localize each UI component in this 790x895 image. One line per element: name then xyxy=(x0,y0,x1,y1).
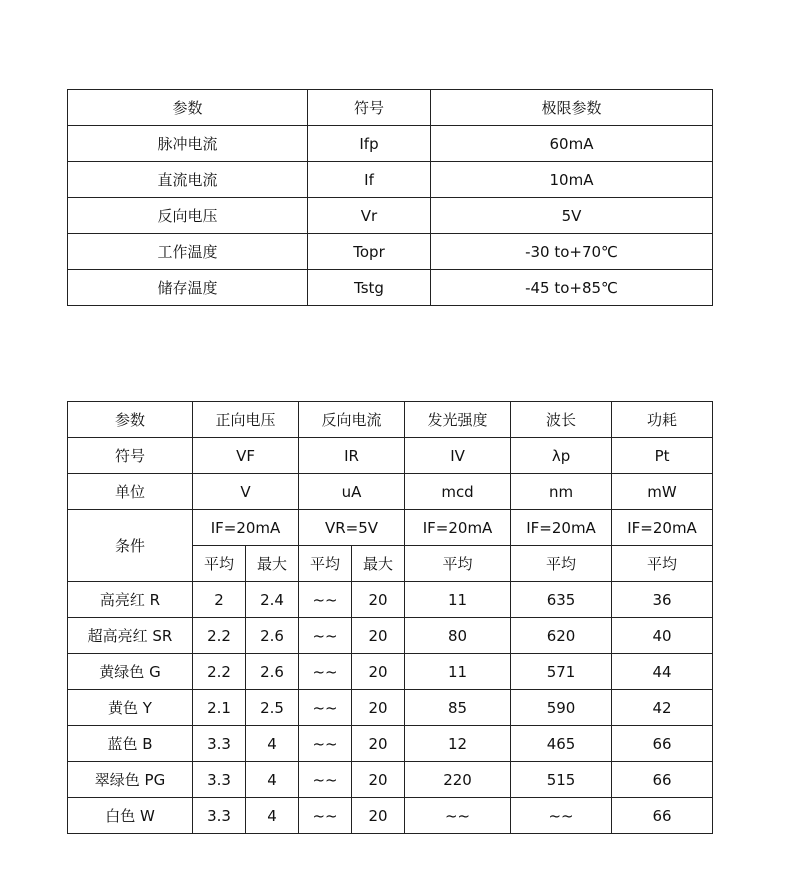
table-cell: 3.3 xyxy=(193,726,246,762)
table-cell: 20 xyxy=(352,618,405,654)
condition-cell: IF=20mA xyxy=(193,510,299,546)
symbol-cell: IV xyxy=(405,438,511,474)
table-row xyxy=(68,582,713,618)
table-cell: ~~ xyxy=(299,726,352,762)
table-cell: 11 xyxy=(405,654,511,690)
table-cell: ~~ xyxy=(511,798,612,834)
table-cell: 5V xyxy=(431,198,713,234)
table-cell: 4 xyxy=(246,762,299,798)
param-forward-voltage: 正向电压 xyxy=(193,402,299,438)
unit-cell: mcd xyxy=(405,474,511,510)
table-cell: 2.5 xyxy=(246,690,299,726)
table-cell: 4 xyxy=(246,798,299,834)
limits-header-row xyxy=(68,90,713,126)
table-cell: 储存温度 xyxy=(68,270,308,306)
unit-cell: nm xyxy=(511,474,612,510)
table-cell: Vr xyxy=(308,198,431,234)
table-row xyxy=(68,690,713,726)
table-cell: 工作温度 xyxy=(68,234,308,270)
table-cell: 620 xyxy=(511,618,612,654)
table-cell: 20 xyxy=(352,654,405,690)
color-name-cell: 蓝色 B xyxy=(68,726,193,762)
subheader-cell: 最大 xyxy=(246,546,299,582)
subheader-cell: 平均 xyxy=(405,546,511,582)
table-cell: 20 xyxy=(352,690,405,726)
table-cell: ~~ xyxy=(299,654,352,690)
limits-table xyxy=(67,89,713,306)
color-name-cell: 高亮红 R xyxy=(68,582,193,618)
table-cell: 40 xyxy=(612,618,713,654)
param-reverse-current: 反向电流 xyxy=(299,402,405,438)
table-cell: 635 xyxy=(511,582,612,618)
condition-cell: IF=20mA xyxy=(612,510,713,546)
table-row xyxy=(68,654,713,690)
table-cell: 66 xyxy=(612,798,713,834)
table-cell: 11 xyxy=(405,582,511,618)
table-cell: 85 xyxy=(405,690,511,726)
param-luminous-intensity: 发光强度 xyxy=(405,402,511,438)
table-cell: ~~ xyxy=(299,582,352,618)
color-name-cell: 白色 W xyxy=(68,798,193,834)
color-name-cell: 黄色 Y xyxy=(68,690,193,726)
limits-header-cell: 极限参数 xyxy=(431,90,713,126)
subheader-cell: 平均 xyxy=(612,546,713,582)
table-cell: 2.6 xyxy=(246,618,299,654)
table-cell: -30 to+70℃ xyxy=(431,234,713,270)
table-cell: 20 xyxy=(352,762,405,798)
table-cell: 2 xyxy=(193,582,246,618)
limits-header-cell: 符号 xyxy=(308,90,431,126)
table-cell: ~~ xyxy=(299,618,352,654)
symbol-cell: VF xyxy=(193,438,299,474)
table-cell: 20 xyxy=(352,582,405,618)
table-cell: 12 xyxy=(405,726,511,762)
condition-cell: IF=20mA xyxy=(511,510,612,546)
table-cell: 2.2 xyxy=(193,654,246,690)
unit-cell: mW xyxy=(612,474,713,510)
table-cell: 4 xyxy=(246,726,299,762)
table-cell: 20 xyxy=(352,726,405,762)
table-row xyxy=(68,726,713,762)
param-wavelength: 波长 xyxy=(511,402,612,438)
table-cell: Topr xyxy=(308,234,431,270)
color-name-cell: 黄绿色 G xyxy=(68,654,193,690)
color-name-cell: 翠绿色 PG xyxy=(68,762,193,798)
unit-cell: uA xyxy=(299,474,405,510)
subheader-cell: 平均 xyxy=(299,546,352,582)
table-cell: 80 xyxy=(405,618,511,654)
symbol-cell: λp xyxy=(511,438,612,474)
table-row xyxy=(68,126,713,162)
table-cell: 44 xyxy=(612,654,713,690)
table-cell: ~~ xyxy=(299,798,352,834)
table-cell: 2.4 xyxy=(246,582,299,618)
table-cell: 42 xyxy=(612,690,713,726)
table-cell: 220 xyxy=(405,762,511,798)
table-cell: 515 xyxy=(511,762,612,798)
param-label: 参数 xyxy=(68,402,193,438)
unit-cell: V xyxy=(193,474,299,510)
limits-header-cell: 参数 xyxy=(68,90,308,126)
table-cell: 反向电压 xyxy=(68,198,308,234)
specs-param-row xyxy=(68,402,713,438)
table-cell: 590 xyxy=(511,690,612,726)
table-cell: 571 xyxy=(511,654,612,690)
color-name-cell: 超高亮红 SR xyxy=(68,618,193,654)
specs-data-rows xyxy=(68,582,713,834)
table-cell: Tstg xyxy=(308,270,431,306)
table-cell: 2.1 xyxy=(193,690,246,726)
subheader-cell: 平均 xyxy=(511,546,612,582)
table-cell: 465 xyxy=(511,726,612,762)
table-row xyxy=(68,162,713,198)
table-row xyxy=(68,798,713,834)
condition-cell: IF=20mA xyxy=(405,510,511,546)
table-cell: 3.3 xyxy=(193,798,246,834)
table-row xyxy=(68,198,713,234)
subheader-cell: 平均 xyxy=(193,546,246,582)
table-cell: 直流电流 xyxy=(68,162,308,198)
symbol-label: 符号 xyxy=(68,438,193,474)
table-cell: 脉冲电流 xyxy=(68,126,308,162)
table-cell: If xyxy=(308,162,431,198)
unit-label: 单位 xyxy=(68,474,193,510)
table-cell: 60mA xyxy=(431,126,713,162)
table-cell: -45 to+85℃ xyxy=(431,270,713,306)
table-cell: 2.6 xyxy=(246,654,299,690)
subheader-cell: 最大 xyxy=(352,546,405,582)
table-cell: ~~ xyxy=(405,798,511,834)
table-row xyxy=(68,270,713,306)
condition-label: 条件 xyxy=(68,510,193,582)
param-power: 功耗 xyxy=(612,402,713,438)
table-cell: 3.3 xyxy=(193,762,246,798)
table-cell: 66 xyxy=(612,726,713,762)
table-cell: Ifp xyxy=(308,126,431,162)
table-cell: 36 xyxy=(612,582,713,618)
table-row xyxy=(68,618,713,654)
specs-unit-row xyxy=(68,474,713,510)
table-row xyxy=(68,234,713,270)
table-cell: ~~ xyxy=(299,690,352,726)
table-cell: 66 xyxy=(612,762,713,798)
condition-cell: VR=5V xyxy=(299,510,405,546)
table-cell: 20 xyxy=(352,798,405,834)
table-cell: 10mA xyxy=(431,162,713,198)
specs-table xyxy=(67,401,713,834)
specs-symbol-row xyxy=(68,438,713,474)
table-cell: 2.2 xyxy=(193,618,246,654)
table-cell: ~~ xyxy=(299,762,352,798)
symbol-cell: Pt xyxy=(612,438,713,474)
symbol-cell: IR xyxy=(299,438,405,474)
specs-condition-row xyxy=(68,510,713,546)
table-row xyxy=(68,762,713,798)
